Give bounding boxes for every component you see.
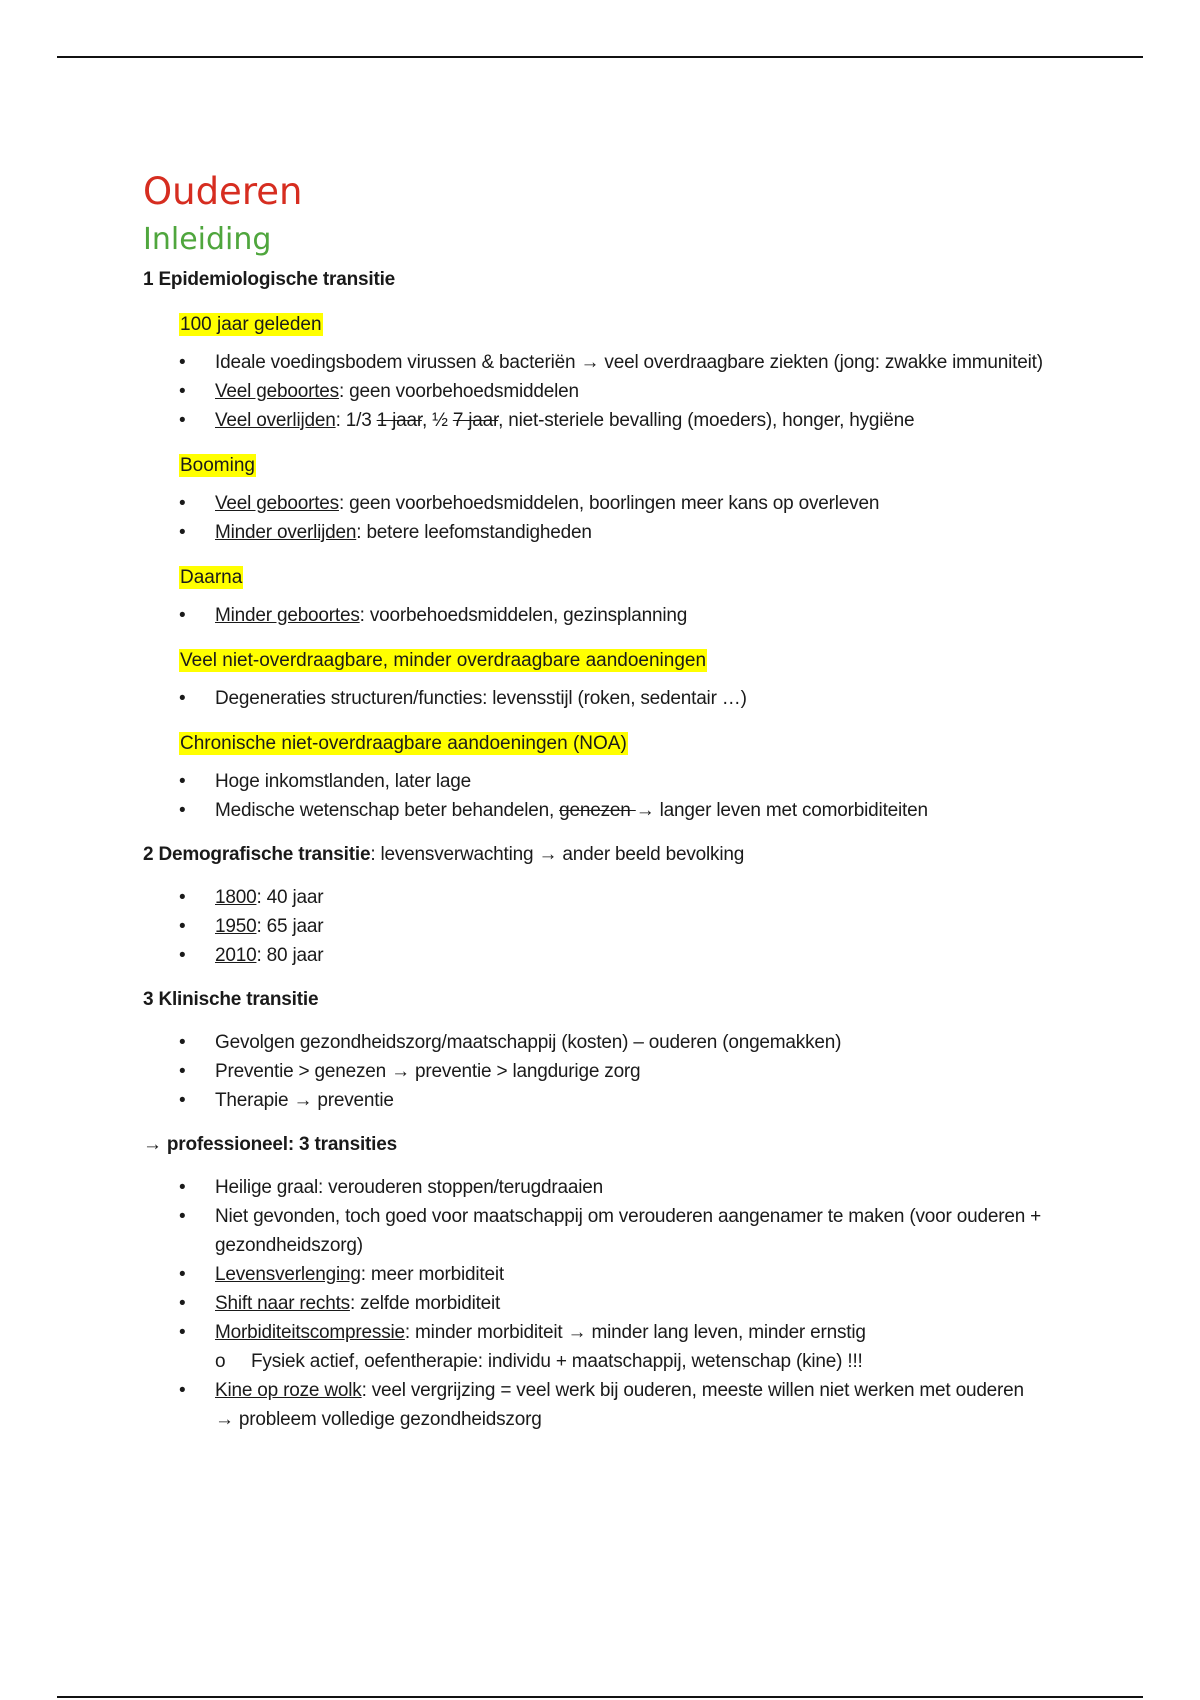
underlined-term: Levensverlenging	[215, 1264, 361, 1285]
underlined-term: Minder geboortes	[215, 605, 360, 626]
bullet: •	[179, 1322, 186, 1343]
highlight-100-jaar: 100 jaar geleden	[180, 314, 322, 335]
arrow-icon: →	[215, 1409, 234, 1430]
bullet: •	[179, 381, 186, 402]
arrow-icon: →	[538, 844, 558, 865]
item-text: Heilige graal: verouderen stoppen/terugdraaien	[215, 1177, 603, 1198]
list-item	[143, 883, 1043, 912]
highlight-block	[179, 312, 1043, 338]
list-item	[143, 796, 1043, 825]
heading-rest: ander beeld bevolking	[562, 844, 745, 865]
arrow-icon: →	[567, 1322, 587, 1343]
bullet: •	[179, 1177, 186, 1198]
bullet: •	[179, 493, 186, 514]
highlight-block	[179, 453, 1043, 479]
item-text: preventie > langdurige zorg	[415, 1061, 641, 1082]
struck-text: genezen	[559, 800, 636, 821]
item-text: : 1/3	[335, 410, 377, 431]
list-item	[143, 348, 1043, 377]
arrow-icon: →	[143, 1134, 162, 1155]
highlight-block	[179, 648, 1043, 674]
bullet: •	[179, 771, 186, 792]
heading-rest: : levensverwachting	[370, 844, 534, 865]
sub-list-item	[143, 1347, 1043, 1376]
heading-professioneel	[143, 1131, 1043, 1159]
heading-text: professioneel: 3 transities	[166, 1134, 397, 1155]
underlined-term: 1800	[215, 887, 257, 908]
list-item	[143, 406, 1043, 435]
list-item	[143, 1289, 1043, 1318]
item-text: : 65 jaar	[256, 916, 324, 937]
list-item	[143, 1260, 1043, 1289]
item-text: Therapie	[215, 1090, 289, 1111]
list-item	[143, 377, 1043, 406]
bullet: •	[179, 1264, 186, 1285]
item-text: : 40 jaar	[256, 887, 324, 908]
struck-text: 1 jaar	[376, 410, 422, 431]
list-item	[143, 1202, 1043, 1260]
underlined-term: Veel geboortes	[215, 381, 339, 402]
item-text: , ½	[421, 410, 453, 431]
bullet: •	[179, 1293, 186, 1314]
item-text: probleem volledige gezondheidszorg	[238, 1409, 542, 1430]
underlined-term: Shift naar rechts	[215, 1293, 350, 1314]
heading-klinische-transitie: 3 Klinische transitie	[143, 989, 319, 1010]
arrow-icon: →	[635, 800, 655, 821]
underlined-term: Veel overlijden	[215, 410, 336, 431]
list-item	[143, 489, 1043, 518]
item-text: Degeneraties structuren/functies: levensstijl (roken, sedentair …)	[215, 688, 747, 709]
item-text: minder lang leven, minder ernstig	[591, 1322, 866, 1343]
item-text: : geen voorbehoedsmiddelen, boorlingen meer kans op overleven	[338, 493, 880, 514]
bullet: •	[179, 1032, 186, 1053]
item-text: : betere leefomstandigheden	[356, 522, 592, 543]
highlight-block	[179, 565, 1043, 591]
bullet-list	[143, 883, 1043, 970]
bullet-list	[143, 1173, 1043, 1434]
list-item	[143, 601, 1043, 630]
list-item	[143, 941, 1043, 970]
item-text: , niet-steriele bevalling (moeders), honger, hygiëne	[498, 410, 915, 431]
item-text: : zelfde morbiditeit	[349, 1293, 501, 1314]
bullet-list	[143, 348, 1043, 435]
document-title: Ouderen	[143, 170, 303, 213]
bullet-list	[143, 767, 1043, 825]
item-text: Preventie > genezen	[215, 1061, 387, 1082]
list-item	[143, 1057, 1043, 1086]
item-text: veel overdraagbare ziekten (jong: zwakke immuniteit)	[604, 352, 1043, 373]
highlight-booming: Booming	[180, 455, 255, 476]
heading-text: 2 Demografische transitie	[143, 844, 371, 865]
list-item	[143, 1376, 1043, 1434]
bullet: •	[179, 688, 186, 709]
list-item	[143, 1028, 1043, 1057]
bullet: •	[179, 410, 186, 431]
item-text: Gevolgen gezondheidszorg/maatschappij (kosten) – ouderen (ongemakken)	[215, 1032, 842, 1053]
bullet: •	[179, 522, 186, 543]
underlined-term: Kine op roze wolk	[215, 1380, 362, 1401]
highlight-niet-overdraagbare: Veel niet-overdraagbare, minder overdraagbare aandoeningen	[180, 650, 707, 671]
bullet: •	[179, 1380, 186, 1401]
bullet: •	[179, 352, 186, 373]
item-text: : minder morbiditeit	[404, 1322, 563, 1343]
bullet-list	[143, 601, 1043, 630]
underlined-term: 2010	[215, 945, 257, 966]
list-item	[143, 684, 1043, 713]
arrow-icon: →	[580, 352, 600, 373]
item-text: : voorbehoedsmiddelen, gezinsplanning	[359, 605, 688, 626]
bullet: •	[179, 916, 186, 937]
heading-epidemiologische-transitie: 1 Epidemiologische transitie	[143, 269, 396, 290]
underlined-term: Morbiditeitscompressie	[215, 1322, 405, 1343]
item-text: Fysiek actief, oefentherapie: individu + maatschappij, wetenschap (kine) !!!	[251, 1351, 863, 1372]
item-text: Hoge inkomstlanden, later lage	[215, 771, 471, 792]
bullet: •	[179, 1206, 186, 1227]
bullet-list	[143, 489, 1043, 547]
bullet: •	[179, 1090, 186, 1111]
struck-text: 7 jaar	[452, 410, 499, 431]
item-text: preventie	[317, 1090, 394, 1111]
item-text: : geen voorbehoedsmiddelen	[338, 381, 579, 402]
item-text: Medische wetenschap beter behandelen,	[215, 800, 560, 821]
bullet: •	[179, 1061, 186, 1082]
list-item	[143, 767, 1043, 796]
footer-rule	[57, 1696, 1143, 1698]
bullet: •	[179, 800, 186, 821]
list-item	[143, 1173, 1043, 1202]
list-item	[143, 1318, 1043, 1347]
sub-bullet: o	[215, 1351, 226, 1372]
bullet-list	[143, 1028, 1043, 1115]
item-text: Niet gevonden, toch goed voor maatschappij om verouderen aangenamer te maken (voor ouderen + gezondheidszorg)	[215, 1206, 1042, 1256]
bullet: •	[179, 945, 186, 966]
bullet-list	[143, 684, 1043, 713]
item-text: langer leven met comorbiditeiten	[659, 800, 928, 821]
bullet: •	[179, 605, 186, 626]
arrow-icon: →	[391, 1061, 410, 1082]
underlined-term: 1950	[215, 916, 257, 937]
item-text: : veel vergrijzing = veel werk bij ouderen, meeste willen niet werken met ouderen	[361, 1380, 1024, 1401]
item-text: : meer morbiditeit	[360, 1264, 504, 1285]
bullet: •	[179, 887, 186, 908]
highlight-noa: Chronische niet-overdraagbare aandoeningen (NOA)	[180, 733, 627, 754]
item-text: Ideale voedingsbodem virussen & bacteriën	[215, 352, 576, 373]
highlight-daarna: Daarna	[180, 567, 243, 588]
list-item	[143, 518, 1043, 547]
underlined-term: Minder overlijden	[215, 522, 357, 543]
highlight-block	[179, 731, 1043, 757]
section-title: Inleiding	[143, 222, 272, 257]
list-item	[143, 1086, 1043, 1115]
list-item	[143, 912, 1043, 941]
document-page	[143, 170, 1043, 1434]
heading-demografische-transitie	[143, 841, 1043, 869]
underlined-term: Veel geboortes	[215, 493, 339, 514]
item-text: : 80 jaar	[256, 945, 324, 966]
header-rule	[57, 56, 1143, 58]
arrow-icon: →	[293, 1090, 313, 1111]
